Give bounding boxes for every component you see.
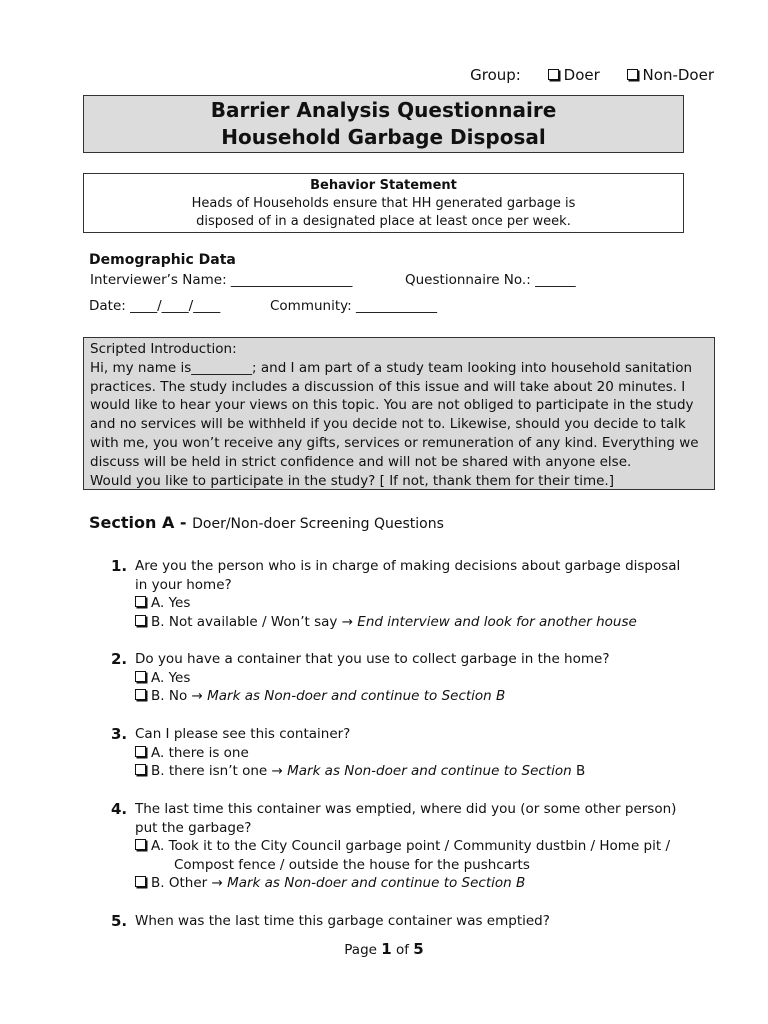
option-b[interactable]	[135, 687, 691, 706]
intro-line: Scripted Introduction:	[90, 341, 237, 357]
question-5	[111, 912, 691, 931]
option-a[interactable]	[135, 744, 691, 763]
behavior-statement-box	[83, 173, 684, 233]
option-label: A. there is one	[151, 744, 249, 761]
question-text: The last time this container was emptied, where did you (or some other person)	[135, 801, 677, 817]
option-b[interactable]	[135, 762, 691, 781]
questionnaire-no-field[interactable]: Questionnaire No.: ______	[405, 272, 576, 288]
instruction-text: End interview and look for another house	[357, 613, 637, 630]
checkbox-icon[interactable]	[135, 876, 146, 887]
option-label: A. Yes	[151, 669, 191, 686]
checkbox-icon[interactable]	[135, 839, 146, 850]
instruction-tail: B	[571, 763, 586, 779]
question-text: Do you have a container that you use to collect garbage in the home?	[135, 651, 610, 667]
demographic-section	[89, 252, 576, 314]
community-field[interactable]: Community: ____________	[270, 298, 437, 314]
group-label: Group:	[470, 66, 521, 84]
option-label: B. there isn’t one	[151, 763, 272, 779]
scripted-introduction-box	[83, 337, 715, 490]
option-a-continued: Compost fence / outside the house for the pushcarts	[174, 856, 530, 873]
doer-option[interactable]	[548, 66, 600, 84]
option-label: B. Other	[151, 875, 212, 891]
question-4	[111, 800, 691, 893]
arrow-icon: →	[271, 763, 288, 779]
title-line-2: Household Garbage Disposal	[221, 125, 546, 149]
question-number: 4.	[111, 800, 128, 818]
section-a-title: Doer/Non-doer Screening Questions	[192, 516, 444, 532]
page-total: 5	[413, 940, 424, 958]
checkbox-icon[interactable]	[135, 671, 146, 682]
group-selector	[470, 66, 714, 84]
intro-line: practices. The study includes a discussion of this issue and will take about 20 minutes. I	[90, 378, 686, 395]
intro-line: would like to hear your views on this topic. You are not obliged to participate in the study	[90, 397, 694, 414]
behavior-heading: Behavior Statement	[310, 178, 457, 193]
title-box	[83, 95, 684, 153]
option-label: A. Yes	[151, 595, 191, 611]
title-line-1: Barrier Analysis Questionnaire	[210, 98, 557, 122]
checkbox-icon[interactable]	[135, 615, 146, 626]
arrow-icon: →	[341, 613, 358, 630]
doer-checkbox-icon[interactable]	[548, 69, 559, 80]
question-1	[111, 557, 691, 631]
intro-line: discuss will be held in strict confidence and will not be shared with anyone else.	[90, 453, 632, 470]
instruction-text: Mark as Non-doer and continue to Section	[287, 763, 572, 779]
option-b[interactable]	[135, 874, 691, 893]
question-number: 2.	[111, 650, 128, 668]
intro-line: with me, you won’t receive any gifts, services or remuneration of any kind. Everything we	[90, 434, 699, 451]
question-number: 3.	[111, 725, 128, 743]
question-2	[111, 650, 691, 706]
doer-label: Doer	[563, 66, 600, 84]
page-word: Page	[344, 942, 382, 958]
demographic-heading: Demographic Data	[89, 252, 236, 268]
instruction-text: Mark as Non-doer and continue to Section B	[207, 688, 506, 704]
question-text: in your home?	[135, 576, 232, 593]
checkbox-icon[interactable]	[135, 746, 146, 757]
non-doer-label: Non-Doer	[642, 66, 714, 84]
question-number: 5.	[111, 912, 128, 930]
date-field[interactable]: Date: ____/____/____	[89, 298, 221, 314]
question-number: 1.	[111, 557, 128, 575]
behavior-line-1: Heads of Households ensure that HH generated garbage is	[191, 196, 576, 211]
page-number: 1	[381, 940, 392, 958]
option-b[interactable]	[135, 613, 691, 632]
interviewer-name-field[interactable]: Interviewer’s Name: __________________	[90, 272, 353, 288]
option-a[interactable]	[135, 669, 691, 688]
arrow-icon: →	[191, 688, 208, 704]
section-a-heading	[89, 513, 444, 532]
question-3	[111, 725, 691, 781]
intro-line: and no services will be withheld if you decide not to. Likewise, should you decide to talk	[90, 416, 686, 433]
question-text: When was the last time this garbage container was emptied?	[135, 913, 550, 929]
option-a[interactable]	[135, 594, 691, 613]
non-doer-checkbox-icon[interactable]	[627, 69, 638, 80]
page-footer	[0, 940, 768, 958]
question-text: put the garbage?	[135, 819, 252, 836]
arrow-icon: →	[211, 875, 228, 891]
checkbox-icon[interactable]	[135, 596, 146, 607]
option-label: B. No	[151, 688, 192, 704]
of-word: of	[391, 942, 414, 958]
question-text: Can I please see this container?	[135, 726, 351, 742]
option-label: B. Not available / Won’t say	[151, 613, 342, 630]
option-label: A. Took it to the City Council garbage point / Community dustbin / Home pit /	[151, 838, 671, 854]
non-doer-option[interactable]	[627, 66, 714, 84]
intro-line: Hi, my name is_________; and I am part of a study team looking into household sanitation	[90, 359, 693, 376]
instruction-text: Mark as Non-doer and continue to Section B	[227, 875, 526, 891]
question-text: Are you the person who is in charge of making decisions about garbage disposal	[135, 558, 681, 574]
behavior-line-2: disposed of in a designated place at least once per week.	[196, 214, 571, 229]
intro-line: Would you like to participate in the study? [ If not, thank them for their time.]	[90, 472, 614, 489]
option-a[interactable]	[135, 837, 691, 856]
checkbox-icon[interactable]	[135, 689, 146, 700]
section-a-label: Section A -	[89, 513, 193, 532]
checkbox-icon[interactable]	[135, 764, 146, 775]
